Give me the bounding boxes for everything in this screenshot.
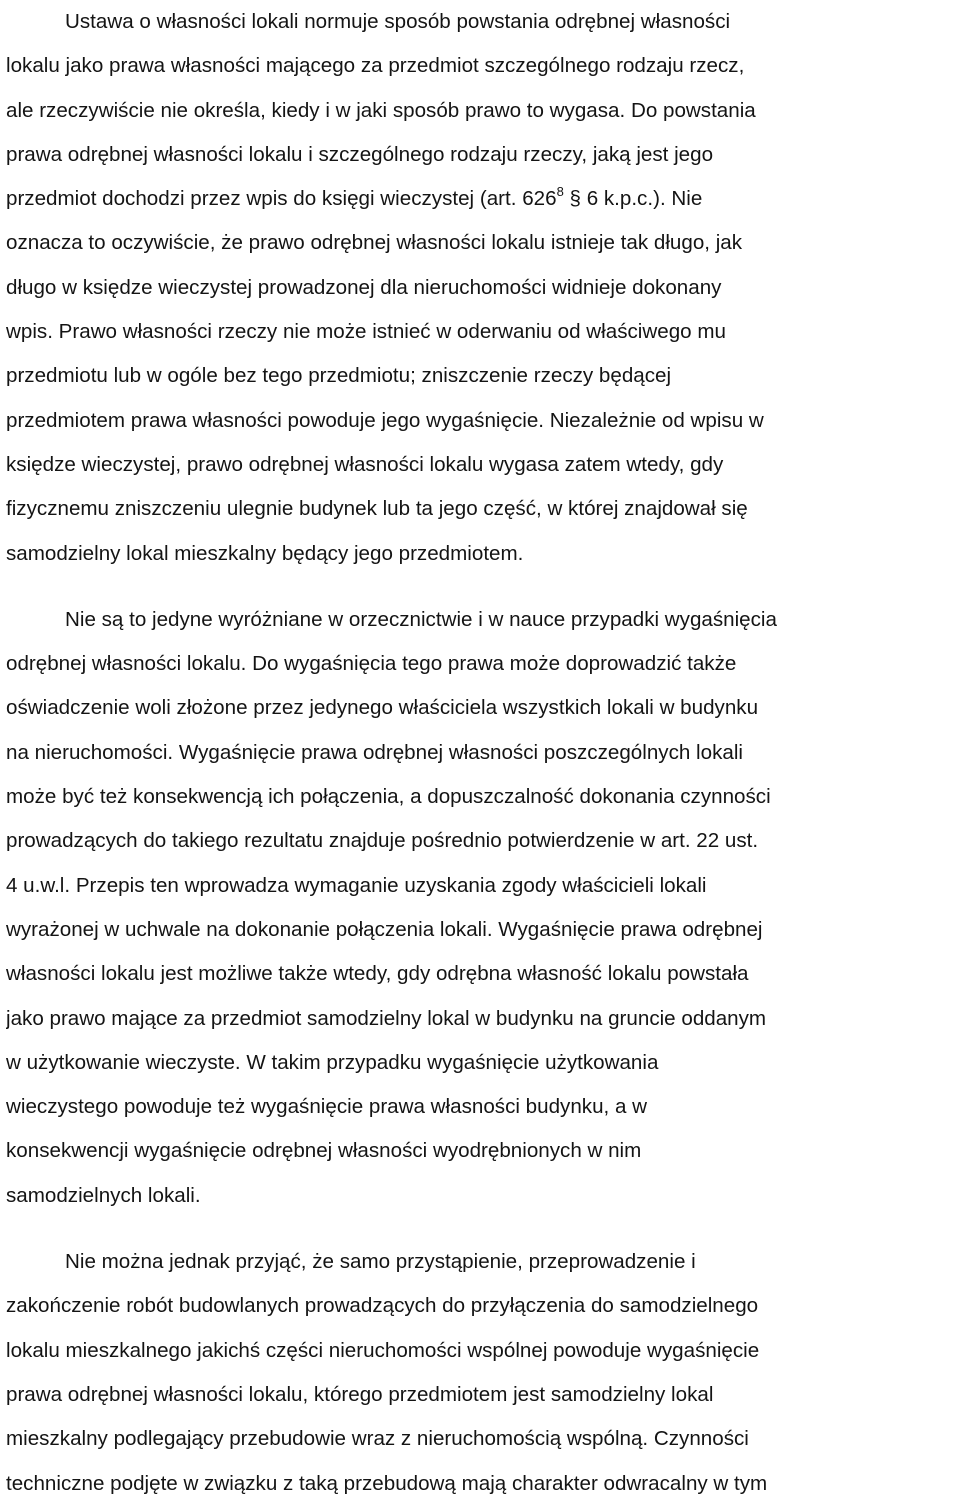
paragraph-2 — [6, 598, 958, 1218]
paragraph-spacer — [6, 1218, 958, 1240]
paragraph-spacer — [6, 576, 958, 598]
paragraph-1 — [6, 0, 958, 576]
text-fragment: § 6 k.p.c.). Nie — [563, 187, 703, 211]
text-line-with-superscript — [6, 177, 958, 221]
text-line: mieszkalny podlegający przebudowie wraz z nieruchomością wspólną. Czynności — [6, 1427, 749, 1451]
text-line: Nie można jednak przyjąć, że samo przystąpienie, przeprowadzenie i — [65, 1250, 696, 1274]
text-line: może być też konsekwencją ich połączenia, a dopuszczalność dokonania czynności — [6, 785, 771, 809]
text-line: konsekwencji wygaśnięcie odrębnej własności wyodrębnionych w nim — [6, 1139, 642, 1163]
text-line: prawa odrębnej własności lokalu i szczególnego rodzaju rzeczy, jaką jest jego — [6, 142, 714, 166]
text-fragment: przedmiot dochodzi przez wpis do księgi wieczystej (art. 626 — [6, 187, 557, 211]
text-line: odrębnej własności lokalu. Do wygaśnięcia tego prawa może doprowadzić także — [6, 652, 737, 676]
text-line: fizycznemu zniszczeniu ulegnie budynek lub ta jego część, w której znajdował się — [6, 497, 748, 521]
text-line: księdze wieczystej, prawo odrębnej własności lokalu wygasa zatem wtedy, gdy — [6, 452, 724, 476]
text-line: ale rzeczywiście nie określa, kiedy i w jaki sposób prawo to wygasa. Do powstania — [6, 98, 756, 122]
text-line: techniczne podjęte w związku z taką przebudową mają charakter odwracalny w tym — [6, 1471, 768, 1495]
text-line: samodzielny lokal mieszkalny będący jego przedmiotem. — [6, 541, 524, 565]
text-line: oświadczenie woli złożone przez jedynego właściciela wszystkich lokali w budynku — [6, 696, 759, 720]
text-line: Nie są to jedyne wyróżniane w orzecznictwie i w nauce przypadki wygaśnięcia — [65, 607, 777, 631]
text-line: przedmiotem prawa własności powoduje jego wygaśnięcie. Niezależnie od wpisu w — [6, 408, 764, 432]
text-line: własności lokalu jest możliwe także wtedy, gdy odrębna własność lokalu powstała — [6, 962, 749, 986]
text-line: samodzielnych lokali. — [6, 1183, 201, 1207]
superscript: 8 — [556, 184, 564, 200]
paragraph-3 — [6, 1240, 958, 1506]
text-line: lokalu jako prawa własności mającego za przedmiot szczególnego rodzaju rzecz, — [6, 54, 745, 78]
text-line: wpis. Prawo własności rzeczy nie może istnieć w oderwaniu od właściwego mu — [6, 320, 726, 344]
text-line: prawa odrębnej własności lokalu, którego przedmiotem jest samodzielny lokal — [6, 1382, 714, 1406]
document-body — [6, 0, 958, 1506]
text-line: wyrażonej w uchwale na dokonanie połączenia lokali. Wygaśnięcie prawa odrębnej — [6, 917, 763, 941]
text-line: w użytkowanie wieczyste. W takim przypadku wygaśnięcie użytkowania — [6, 1050, 659, 1074]
text-line: długo w księdze wieczystej prowadzonej dla nieruchomości widnieje dokonany — [6, 275, 722, 299]
text-line: Ustawa o własności lokali normuje sposób powstania odrębnej własności — [65, 10, 731, 33]
text-line: 4 u.w.l. Przepis ten wprowadza wymaganie uzyskania zgody właścicieli lokali — [6, 873, 707, 897]
text-line: zakończenie robót budowlanych prowadzących do przyłączenia do samodzielnego — [6, 1294, 759, 1318]
text-line: oznacza to oczywiście, że prawo odrębnej własności lokalu istnieje tak długo, jak — [6, 231, 743, 255]
text-line: na nieruchomości. Wygaśnięcie prawa odrębnej własności poszczególnych lokali — [6, 740, 743, 764]
text-line: prowadzących do takiego rezultatu znajduje pośrednio potwierdzenie w art. 22 ust. — [6, 829, 759, 853]
text-line: jako prawo mające za przedmiot samodzielny lokal w budynku na gruncie oddanym — [6, 1006, 767, 1030]
text-line: wieczystego powoduje też wygaśnięcie prawa własności budynku, a w — [6, 1095, 648, 1119]
text-line: lokalu mieszkalnego jakichś części nieruchomości wspólnej powoduje wygaśnięcie — [6, 1338, 760, 1362]
text-line: przedmiotu lub w ogóle bez tego przedmiotu; zniszczenie rzeczy będącej — [6, 364, 672, 388]
